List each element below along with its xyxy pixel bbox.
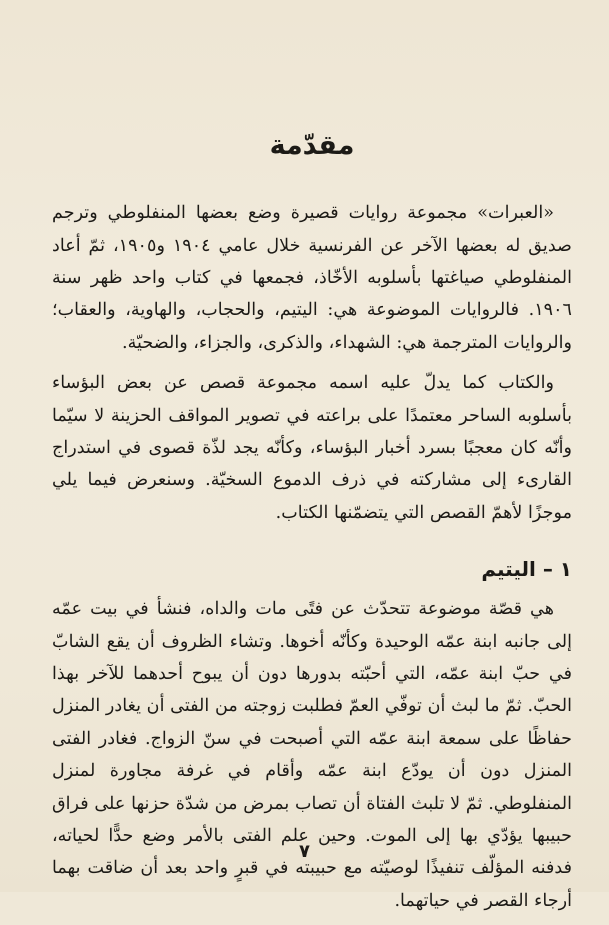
page-title: مقدّمة [269,130,355,161]
intro-paragraph-2: والكتاب كما يدلّ عليه اسمه مجموعة قصص عن بعض البؤساء بأسلوبه الساحر معتمدًا على براعته في تصوير المواقف الحزينة لا سيّما وأنّه كان معجبًا بسرد أخبار البؤساء، وكأنّه يجد لذّة قصوى في استدراج القارىء إلى مشاركته في ذرف الدموع السخيّة. وسنعرض فيما يلي موجزًا لأهمّ القصص التي يتضمّنها الكتاب. [52,373,572,523]
page-content [52,128,572,925]
page-number: ٧ [299,841,310,862]
intro-paragraph-1: «العبرات» مجموعة روايات قصيرة وضع بعضها المنفلوطي وترجم صديق له بعضها الآخر عن الفرنسية خلال عامي ١٩٠٤ و١٩٠٥، ثمّ أعاد المنفلوطي صياغتها بأسلوبه الأخّاذ، فجمعها في كتاب واحد ظهر سنة ١٩٠٦. فالروايات الموضوعة هي: اليتيم، والحجاب، والهاوية، والعقاب؛ والروايات المترجمة هي: الشهداء، والذكرى، والجزاء، والضحيّة. [52,203,572,353]
section-paragraph: هي قصّة موضوعة تتحدّث عن فتًى مات والداه، فنشأ في بيت عمّه إلى جانبه ابنة عمّه الوحيدة وكأنّه أخوها. وتشاء الظروف أن يقع الشابّ في حبّ ابنة عمّه، التي أحبّته بدورها دون أن يبوح أحدهما للآخر بهذا الحبّ. ثمّ ما لبث أن توفّي العمّ فطلبت زوجته من الفتى أن يغادر المنزل حفاظًا على سمعة ابنة عمّه التي أصبحت في سنّ الزواج. فغادر الفتى المنزل دون أن يودّع ابنة عمّه وأقام في غرفة مجاورة لمنزل المنفلوطي. ثمّ لا تلبث الفتاة أن تصاب بمرض من شدّة حزنها على فراق حبيبها يؤدّي بها إلى الموت. وحين علم الفتى بالأمر وضع حدًّا لحياته، فدفنه المؤلّف تنفيذًا لوصيّته مع حبيبته في قبرٍ واحد بعد أن ضاقت بهما أرجاء القصر في حياتهما. [52,599,572,911]
section-heading: ١ – اليتيم [481,557,572,582]
